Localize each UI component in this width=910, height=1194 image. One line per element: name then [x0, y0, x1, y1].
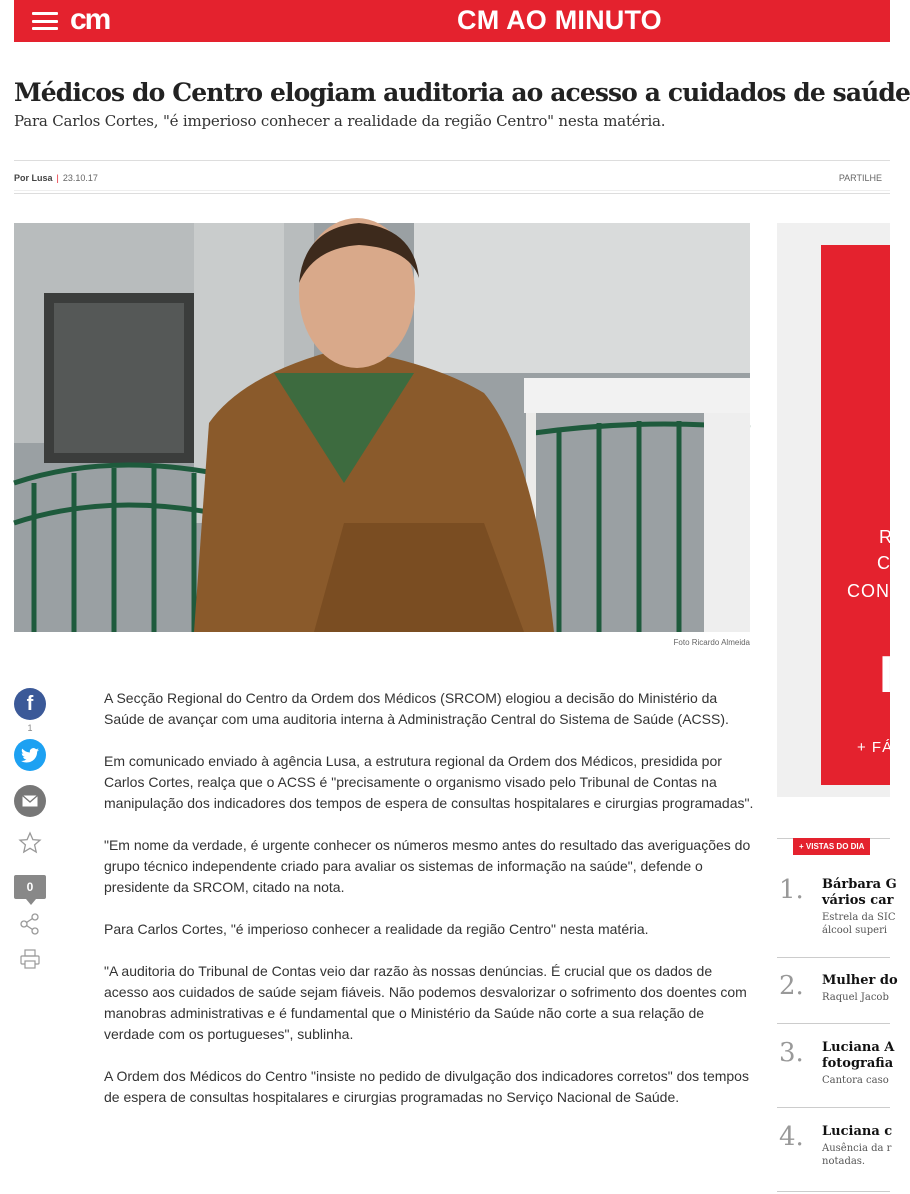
hamburger-menu-icon[interactable]: [32, 12, 58, 30]
social-share-column: [14, 688, 46, 969]
rank-number: 4.: [779, 1122, 804, 1152]
paragraph: Em comunicado enviado à agência Lusa, a estrutura regional da Ordem dos Médicos, presidida por Carlos Cortes, realça que o ACSS é "precisamente o organismo visado pelo Tribunal de Contas na manipulação dos indicadores dos tempos de espera de consultas hospitalares e cirurgias programadas".: [104, 753, 754, 811]
item-title: Mulher do: [822, 973, 898, 988]
item-subtitle: notadas.: [822, 1156, 866, 1167]
ad-text: C: [877, 553, 891, 573]
byline: [14, 173, 98, 183]
article-meta-bar: [14, 160, 890, 194]
comments-count: 0: [14, 875, 46, 899]
item-subtitle: Cantora caso: [822, 1075, 889, 1086]
paragraph: A Ordem dos Médicos do Centro "insiste no pedido de divulgação dos indicadores corretos" dos tempos de espera de consultas hospitalares e cirurgias programadas no Serviço Nacional de Saúde.: [104, 1068, 749, 1105]
twitter-icon[interactable]: [14, 739, 46, 771]
paragraph: Para Carlos Cortes, "é imperioso conhecer a realidade da região Centro" nesta matéria.: [104, 921, 649, 937]
advertisement-banner[interactable]: [821, 245, 895, 785]
publish-date: 23.10.17: [62, 173, 98, 183]
ad-text: CON: [847, 581, 890, 601]
email-icon[interactable]: [14, 785, 46, 817]
paragraph: "Em nome da verdade, é urgente conhecer os números mesmo antes do resultado das averiguações do grupo técnico independente criado para avaliar os sistemas de informação na saúde", defende o presidente da SRCOM, citado na nota.: [104, 837, 751, 895]
author[interactable]: Por Lusa: [14, 173, 53, 183]
item-title: Luciana c: [822, 1124, 893, 1139]
list-item[interactable]: [777, 857, 897, 958]
byline-separator: |: [56, 173, 59, 183]
list-item[interactable]: [777, 1024, 895, 1108]
top-navbar: [14, 0, 890, 42]
rank-number: 1.: [779, 875, 804, 905]
star-icon[interactable]: [18, 831, 42, 855]
facebook-share-count: 1: [27, 723, 33, 733]
paragraph: A Secção Regional do Centro da Ordem dos Médicos (SRCOM) elogiou a decisão do Ministério da Saúde de avançar com uma auditoria interna à Administração Central do Sistema de Saúde (ACSS).: [104, 690, 729, 727]
most-viewed-section: [777, 838, 898, 1167]
share-icon[interactable]: [20, 913, 40, 935]
rank-number: 3.: [779, 1038, 804, 1068]
list-item[interactable]: [777, 958, 898, 1024]
item-title: vários car: [822, 893, 894, 908]
paragraph: "A auditoria do Tribunal de Contas veio dar razão às nossas denúncias. É crucial que os dados de acesso aos cuidados de saúde sejam fiáveis. Não podemos desvalorizar o sofrimento dos doentes com manobras administrativas e é fundamental que o Ministério da Saúde não corte a sua relação de verdade com os portugueses", sublinha.: [104, 963, 747, 1042]
item-subtitle: álcool superi: [822, 925, 888, 936]
ad-text: I: [879, 646, 895, 704]
site-logo[interactable]: cm: [70, 3, 110, 36]
item-title: Luciana A: [822, 1040, 895, 1055]
item-title: Bárbara G: [822, 877, 897, 892]
list-item[interactable]: [777, 1108, 893, 1192]
photo-credit: Foto Ricardo Almeida: [673, 638, 750, 647]
print-icon[interactable]: [20, 949, 40, 969]
rank-number: 2.: [779, 971, 804, 1001]
facebook-icon[interactable]: f: [14, 688, 46, 720]
item-subtitle: Estrela da SIC: [822, 912, 896, 923]
section-brand-title[interactable]: CM AO MINUTO: [457, 5, 662, 35]
item-subtitle: Raquel Jacob: [822, 992, 889, 1003]
article-subheadline: Para Carlos Cortes, "é imperioso conhecer a realidade da região Centro" nesta matéria.: [14, 112, 666, 130]
ad-text: + FÁ: [857, 739, 894, 756]
item-subtitle: Ausência da r: [822, 1143, 892, 1154]
share-label[interactable]: PARTILHE: [838, 173, 882, 183]
item-title: fotografia: [822, 1056, 894, 1071]
photo-illustration: [14, 223, 750, 632]
article-body: [104, 688, 754, 1129]
ad-text: R: [879, 527, 893, 547]
most-viewed-badge: + VISTAS DO DIA: [793, 838, 870, 855]
article-headline: Médicos do Centro elogiam auditoria ao acesso a cuidados de saúde: [14, 78, 910, 107]
advertisement-container: [777, 223, 895, 797]
article-photo: [14, 223, 750, 632]
comment-icon[interactable]: [14, 875, 46, 905]
